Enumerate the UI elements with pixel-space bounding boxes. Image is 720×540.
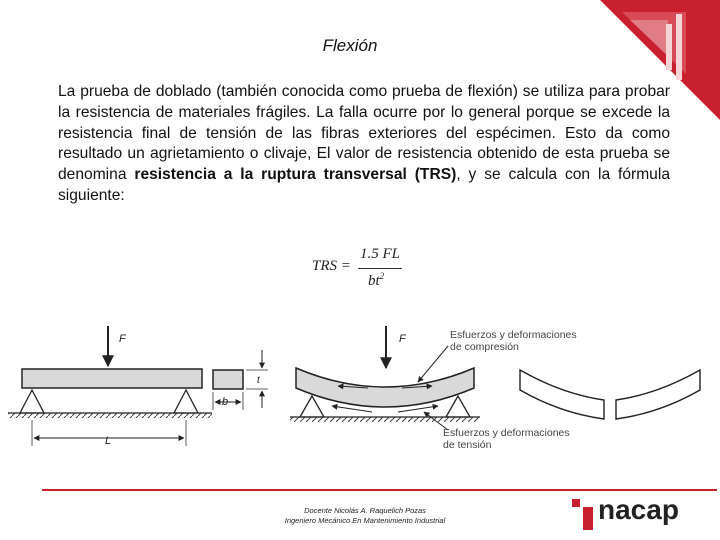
body-paragraph	[58, 82, 670, 207]
formula-exponent: 2	[379, 271, 385, 281]
specimen-beam	[22, 369, 202, 388]
paragraph-bold-term: resistencia a la ruptura transversal (TRS)	[134, 166, 457, 184]
paragraph-text-start: La prueba de doblado (también conocida como prueba de flexión) se utiliza para probar la resistencia de materiales frágiles. La falla ocurre por lo general porque se excede la resistencia final de tensión de las fibras exteriores del espécimen. Esto da como resultado un agrietamiento o clivaje, El valor de resistencia obtenido de esta prueba se denomina	[58, 83, 670, 184]
formula-numerator: 1.5 FL	[360, 246, 401, 262]
inacap-logo	[572, 494, 697, 531]
tension-label-2: de tensión	[443, 439, 492, 451]
support-middle-1	[300, 396, 324, 417]
bent-beam	[296, 368, 474, 407]
slide-title: Flexión	[322, 36, 378, 55]
paragraph-text-end: , y se calcula con la fórmula siguiente:	[58, 166, 670, 204]
fractured-specimen	[520, 370, 700, 419]
footer-author: Docente Nicolás A. Raquelich Pozas	[304, 506, 426, 515]
footer-credits	[240, 506, 490, 526]
thickness-label: t	[257, 375, 260, 386]
support-middle-2	[446, 396, 470, 417]
logo-mark	[572, 497, 596, 531]
formula-fraction-bar	[358, 268, 402, 269]
width-label: b	[222, 396, 229, 408]
compression-label-2: de compresión	[450, 341, 519, 353]
footer-divider	[42, 489, 717, 491]
tension-label-1: Esfuerzos y deformaciones	[443, 427, 570, 439]
logo-wordmark: nacap	[598, 494, 679, 525]
force-label-middle: F	[399, 333, 406, 345]
cross-section	[213, 370, 243, 389]
formula-denominator	[368, 271, 384, 290]
fracture-piece-left	[520, 370, 604, 419]
footer-role: Ingeniero Mecánico En Mantenimiento Industrial	[284, 516, 446, 525]
force-label-left: F	[119, 333, 126, 345]
setup-left	[8, 326, 268, 447]
ground-middle	[290, 417, 480, 422]
length-label: L	[105, 435, 112, 447]
trs-formula	[312, 246, 412, 291]
bending-test-diagram	[0, 320, 720, 460]
formula-lhs: TRS =	[312, 258, 351, 274]
fracture-piece-right	[616, 370, 700, 419]
ground-left	[8, 413, 212, 418]
compression-label-1: Esfuerzos y deformaciones	[450, 329, 577, 341]
support-left-2	[174, 390, 198, 413]
support-left-1	[20, 390, 44, 413]
formula-denominator-base: bt	[368, 273, 380, 289]
